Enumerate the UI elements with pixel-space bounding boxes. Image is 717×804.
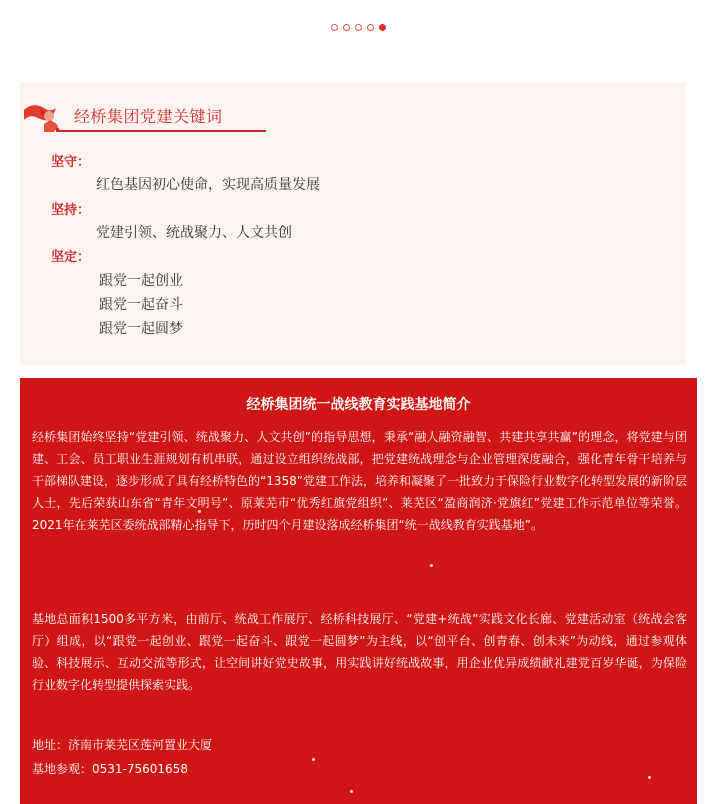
sparkle-decoration <box>430 564 433 567</box>
contact-phone: 基地参观：0531-75601658 <box>32 762 188 776</box>
page-dot-5-active[interactable] <box>379 24 386 31</box>
sparkle-decoration <box>312 758 315 761</box>
keyword-item: 红色基因初心使命，实现高质量发展 <box>96 177 320 193</box>
intro-card <box>20 378 697 804</box>
red-flag-icon <box>22 100 68 134</box>
keyword-item: 党建引领、统战聚力、人文共创 <box>96 225 292 241</box>
sparkle-decoration <box>350 790 353 793</box>
page-dot-4[interactable] <box>367 24 374 31</box>
sparkle-decoration <box>198 510 201 513</box>
page-dot-3[interactable] <box>355 24 362 31</box>
address-text: 地址：济南市莱芜区莲河置业大厦 <box>32 738 213 752</box>
keyword-item: 跟党一起圆梦 <box>99 321 183 337</box>
sparkle-decoration <box>648 776 651 779</box>
keyword-label-2: 坚持： <box>51 203 91 218</box>
keyword-item: 跟党一起创业 <box>99 273 183 289</box>
keyword-label-1: 坚守： <box>51 155 91 170</box>
keywords-card <box>20 82 686 365</box>
intro-title: 经桥集团统一战线教育实践基地简介 <box>246 397 471 413</box>
keyword-item: 跟党一起奋斗 <box>99 297 183 313</box>
keywords-title: 经桥集团党建关键词 <box>74 107 223 126</box>
intro-paragraph-2: 基地总面积1500多平方米，由前厅、统战工作展厅、经桥科技展厅、“党建+统战”实践文化长廊、党建活动室（统战会客厅）组成，以“跟党一起创业、跟党一起奋斗、跟党一起圆梦”为主线，以“创平台、创青春、创未来”为动线，通过参观体验、科技展示、互动交流等形式，让空间讲好党史故事，用实践讲好统战故事，用企业优异成绩献礼建党百岁华诞，为保险行业数字化转型提供探索实践。 <box>32 612 687 692</box>
keyword-label-3: 坚定： <box>51 250 91 265</box>
page-indicator <box>0 24 717 31</box>
intro-paragraph-1: 经桥集团始终坚持“党建引领、统战聚力、人文共创”的指导思想，秉承“融人融资融智、共建共享共赢”的理念，将党建与团建、工会、员工职业生涯规划有机串联，通过设立组织统战部，把党建统战理念与企业管理深度融合，强化青年骨干培养与干部梯队建设，逐步形成了具有经桥特色的“1358”党建工作法，培养和凝聚了一批致力于保险行业数字化转型发展的新阶层人士，先后荣获山东省“青年文明号”、原莱芜市“优秀红旗党组织”、莱芜区“盈商润济·党旗红”党建工作示范单位等荣誉。2021年在莱芜区委统战部精心指导下，历时四个月建设落成经桥集团“统一战线教育实践基地”。 <box>32 430 687 532</box>
keywords-header <box>22 96 262 136</box>
page-dot-2[interactable] <box>343 24 350 31</box>
page-dot-1[interactable] <box>331 24 338 31</box>
title-underline <box>56 130 266 132</box>
